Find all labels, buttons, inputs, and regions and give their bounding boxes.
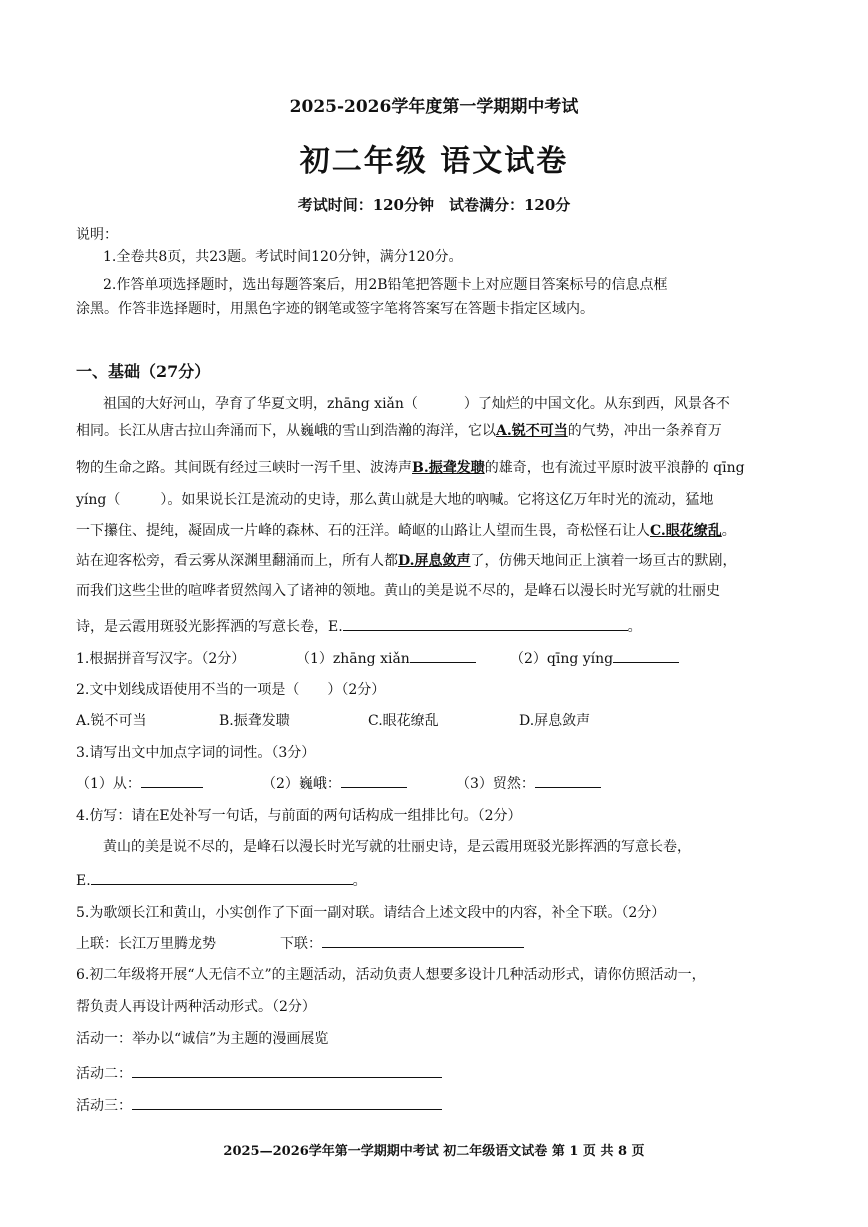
instruction-item-2-line1: 2.作答单项选择题时，选出每题答案后，用2B铅笔把答题卡上对应题目答案标号的信息点框 (103, 277, 668, 293)
question-1: 1.根据拼音写汉字。（2分） (76, 651, 246, 667)
q5-lower-couplet (280, 933, 524, 953)
underlined-idiom-b: B.振聋发聩 (412, 460, 485, 476)
q4-e-end: 。 (352, 873, 367, 889)
q6-activity-1: 活动一：举办以“诚信”为主题的漫画展览 (76, 1031, 329, 1047)
passage-line-6 (76, 550, 737, 570)
q3-part-3-label: （3）贸然： (456, 776, 535, 792)
q1-part-1 (296, 648, 476, 668)
page-footer: 2025—2026学年第一学期期中考试 初二年级语文试卷 第 1 页 共 8 页 (223, 1144, 645, 1159)
q5-upper-couplet: 上联：长江万里腾龙势 (76, 936, 216, 952)
passage-line-1 (103, 393, 730, 413)
q5-lower-label: 下联： (280, 936, 322, 952)
instruction-item-2-line2: 涂黑。作答非选择题时，用黑色字迹的钢笔或签字笔将答案写在答题卡指定区域内。 (76, 301, 594, 317)
answer-blank-e[interactable] (343, 616, 628, 631)
passage-text: 的气势，冲出一条养育万 (567, 423, 722, 439)
instructions-label: 说明： (76, 227, 118, 243)
question-4: 4.仿写：请在E处补写一句话，与前面的两句话构成一组排比句。（2分） (76, 808, 522, 824)
answer-blank-q6-2[interactable] (132, 1063, 442, 1078)
q1-part-1-label: （1）zhāng xiǎn (296, 651, 410, 667)
passage-text: 相同。长江从唐古拉山奔涌而下，从巍峨的雪山到浩瀚的海洋，它以 (76, 423, 496, 439)
question-6-line-2: 帮负责人再设计两种活动形式。（2分） (76, 999, 316, 1015)
passage-text: 一下攥住、提纯，凝固成一片峰的森林、石的汪洋。崎岖的山路让人望而生畏，奇松怪石让人 (76, 523, 650, 539)
answer-blank-q3-2[interactable] (341, 773, 407, 788)
section-heading: 一、基础（27分） (76, 362, 211, 381)
passage-line-3 (76, 457, 745, 477)
answer-blank-q3-1[interactable] (141, 773, 203, 788)
passage-text: 了，仿佛天地间正上演着一场亘古的默剧， (470, 553, 737, 569)
q2-option-c[interactable]: C.眼花缭乱 (368, 713, 439, 729)
passage-text: 。 (721, 523, 736, 539)
q4-quote: 黄山的美是说不尽的，是峰石以漫长时光写就的壮丽史诗，是云霞用斑驳光影挥洒的写意长卷， (103, 839, 691, 855)
instruction-item-1: 1.全卷共8页，共23题。考试时间120分钟，满分120分。 (103, 249, 463, 265)
q4-answer-line (76, 870, 367, 890)
answer-blank-q4[interactable] (91, 870, 353, 885)
passage-line-4 (76, 489, 713, 509)
question-6-line-1: 6.初二年级将开展“人无信不立”的主题活动，活动负责人想要多设计几种活动形式，请你仿照活动一， (76, 967, 706, 983)
passage-text: 的雄奇，也有流过平原时波平浪静的 qīng (484, 460, 745, 476)
q1-part-2-label: （2）qīng yíng (510, 651, 614, 667)
q2-option-b[interactable]: B.振聋发聩 (219, 713, 290, 729)
q6-activity-2 (76, 1063, 442, 1083)
q3-part-2 (262, 773, 407, 793)
q3-part-2-label: （2）巍峨： (262, 776, 341, 792)
passage-text: yíng（ (76, 492, 121, 508)
passage-line-2 (76, 420, 722, 440)
underlined-idiom-a: A.锐不可当 (496, 423, 568, 439)
question-2: 2.文中划线成语使用不当的一项是（ ）（2分） (76, 682, 386, 698)
time-info: 考试时间：120分钟 试卷满分：120分 (297, 196, 571, 214)
q2-option-a[interactable]: A.锐不可当 (76, 713, 147, 729)
q6-activity-2-label: 活动二： (76, 1066, 132, 1082)
answer-blank-q6-3[interactable] (132, 1095, 442, 1110)
passage-line-5 (76, 520, 736, 540)
passage-text: 站在迎客松旁，看云雾从深渊里翻涌而上，所有人都 (76, 553, 398, 569)
answer-blank-q1-1[interactable] (410, 648, 476, 663)
passage-line-8 (76, 616, 642, 636)
passage-text: 。 (627, 619, 642, 635)
q6-activity-3 (76, 1095, 442, 1115)
passage-text: 祖国的大好河山，孕育了华夏文明，zhāng xiǎn（ (103, 396, 418, 412)
answer-blank-q3-3[interactable] (535, 773, 601, 788)
answer-blank-q1-2[interactable] (613, 648, 679, 663)
answer-blank-q5[interactable] (322, 933, 524, 948)
q4-e-label: E. (76, 873, 91, 889)
q3-part-1 (76, 773, 203, 793)
q1-part-2 (510, 648, 679, 668)
passage-text: 诗，是云霞用斑驳光影挥洒的写意长卷，E. (76, 619, 343, 635)
exam-title: 2025-2026学年度第一学期期中考试 (289, 97, 579, 117)
q3-part-3 (456, 773, 601, 793)
passage-text: ）。如果说长江是流动的史诗，那么黄山就是大地的吶喊。它将这亿万年时光的流动，猛地 (160, 492, 714, 508)
question-3: 3.请写出文中加点字词的词性。（3分） (76, 745, 316, 761)
question-5: 5.为歌颂长江和黄山，小实创作了下面一副对联。请结合上述文段中的内容，补全下联。（2分） (76, 905, 666, 921)
q6-activity-3-label: 活动三： (76, 1098, 132, 1114)
paper-title: 初二年级 语文试卷 (299, 144, 569, 179)
passage-text: ）了灿烂的中国文化。从东到西，风景各不 (463, 396, 730, 412)
underlined-idiom-c: C.眼花缭乱 (650, 523, 722, 539)
passage-line-7: 而我们这些尘世的喧哗者贸然闯入了诸神的领地。黄山的美是说不尽的，是峰石以漫长时光写就的壮丽史 (76, 583, 720, 599)
q2-option-d[interactable]: D.屏息敛声 (519, 713, 591, 729)
underlined-idiom-d: D.屏息敛声 (398, 553, 471, 569)
passage-text: 物的生命之路。其间既有经过三峡时一泻千里、波涛声 (76, 460, 412, 476)
q3-part-1-label: （1）从： (76, 776, 141, 792)
